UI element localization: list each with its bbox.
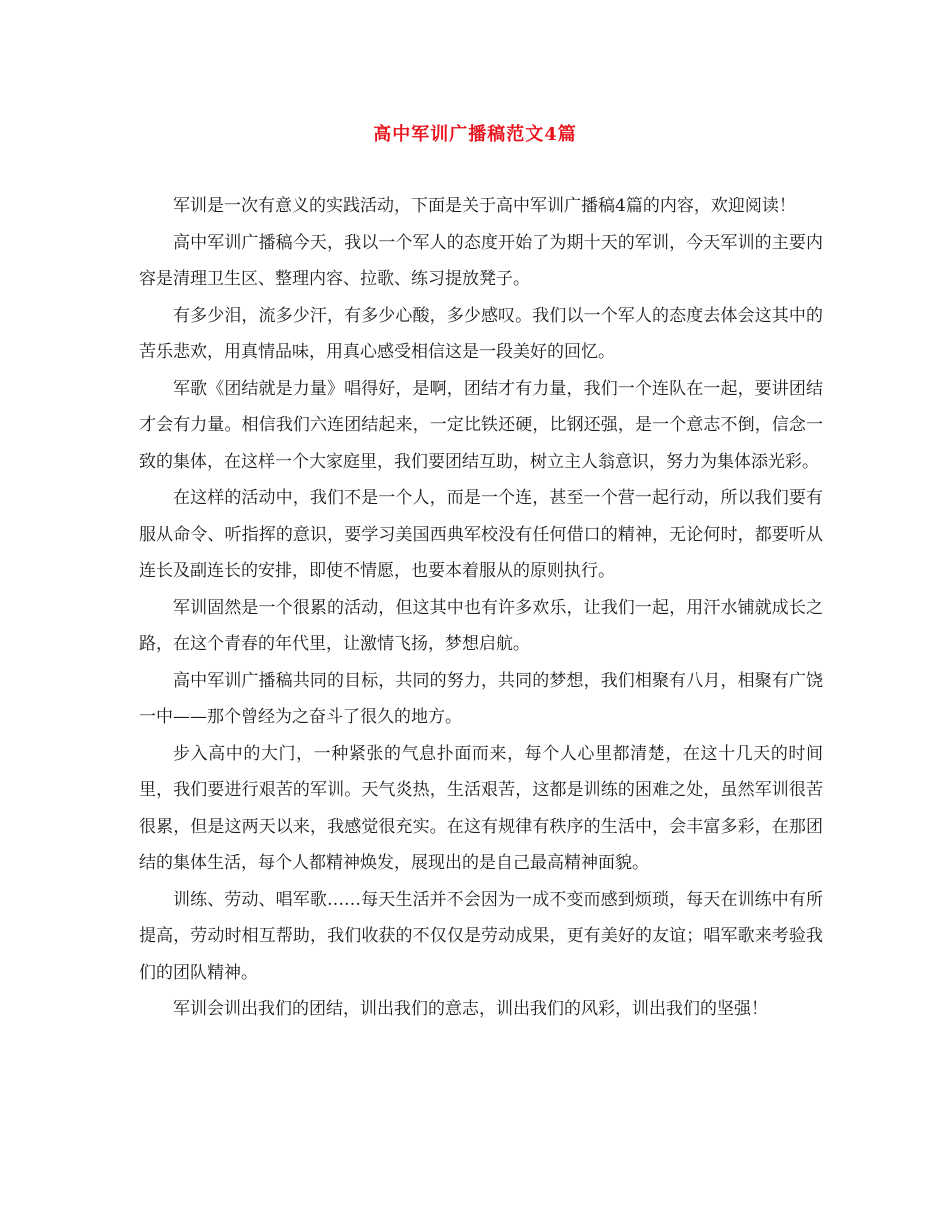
paragraph-3: 有多少泪，流多少汗，有多少心酸，多少感叹。我们以一个军人的态度去体会这其中的苦乐悲欢，用真情品味，用真心感受相信这是一段美好的回忆。	[139, 305, 823, 362]
paragraph-4: 军歌《团结就是力量》唱得好，是啊，团结才有力量，我们一个连队在一起，要讲团结才会有力量。相信我们六连团结起来，一定比铁还硬，比钢还强，是一个意志不倒，信念一致的集体，在这样一个大家庭里，我们要团结互助，树立主人翁意识，努力为集体添光彩。	[139, 378, 823, 472]
paragraph-7: 高中军训广播稿共同的目标，共同的努力，共同的梦想，我们相聚有八月，相聚有广饶一中——那个曾经为之奋斗了很久的地方。	[139, 670, 823, 727]
paragraph-8: 步入高中的大门，一种紧张的气息扑面而来，每个人心里都清楚，在这十几天的时间里，我们要进行艰苦的军训。天气炎热，生活艰苦，这都是训练的困难之处，虽然军训很苦很累，但是这两天以来，我感觉很充实。在这有规律有秩序的生活中，会丰富多彩，在那团结的集体生活，每个人都精神焕发，展现出的是自己最高精神面貌。	[139, 743, 823, 873]
document-title: 高中军训广播稿范文4篇	[373, 124, 577, 145]
paragraph-6: 军训固然是一个很累的活动，但这其中也有许多欢乐，让我们一起，用汗水铺就成长之路，在这个青春的年代里，让激情飞扬，梦想启航。	[139, 597, 823, 654]
document-body	[139, 188, 823, 1028]
paragraph-intro: 军训是一次有意义的实践活动，下面是关于高中军训广播稿4篇的内容，欢迎阅读！	[173, 196, 796, 216]
paragraph-2: 高中军训广播稿今天，我以一个军人的态度开始了为期十天的军训，今天军训的主要内容是清理卫生区、整理内容、拉歌、练习提放凳子。	[139, 232, 823, 289]
paragraph-10: 军训会训出我们的团结，训出我们的意志，训出我们的风彩，训出我们的坚强！	[173, 999, 768, 1019]
paragraph-5: 在这样的活动中，我们不是一个人，而是一个连，甚至一个营一起行动，所以我们要有服从命令、听指挥的意识，要学习美国西典军校没有任何借口的精神，无论何时，都要听从连长及副连长的安排，即使不情愿，也要本着服从的原则执行。	[139, 488, 823, 581]
paragraph-9: 训练、劳动、唱军歌……每天生活并不会因为一成不变而感到烦琐，每天在训练中有所提高，劳动时相互帮助，我们收获的不仅仅是劳动成果，更有美好的友谊；唱军歌来考验我们的团队精神。	[139, 889, 823, 983]
